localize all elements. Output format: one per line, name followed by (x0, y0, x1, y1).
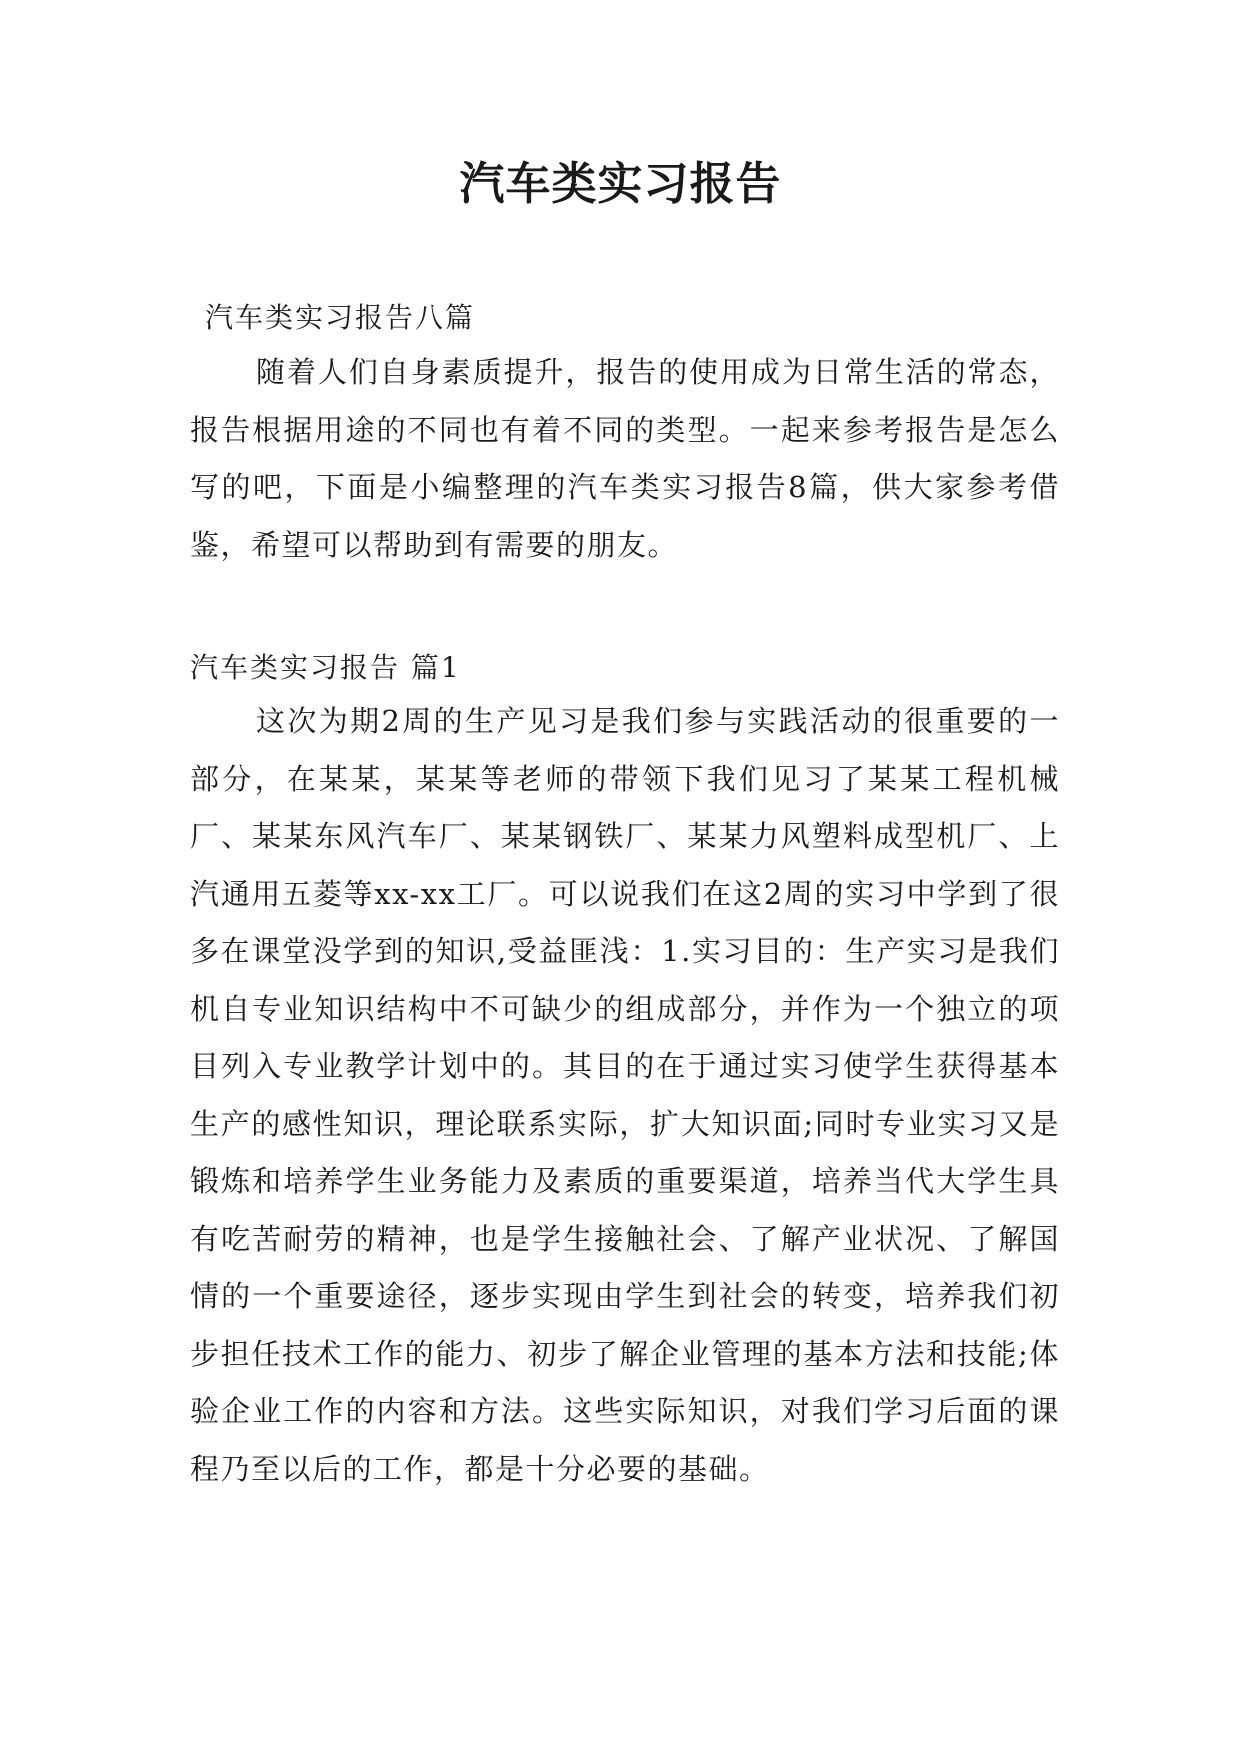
document-subtitle: 汽车类实习报告八篇 (205, 301, 476, 334)
section-body-1: 这次为期2周的生产见习是我们参与实践活动的很重要的一部分，在某某，某某等老师的带领下我们见习了某某工程机械厂、某某东风汽车厂、某某钢铁厂、某某力风塑料成型机厂、上汽通用五菱等xx-xx工厂。可以说我们在这2周的实习中学到了很多在课堂没学到的知识,受益匪浅：1.实习目的：生产实习是我们机自专业知识结构中不可缺少的组成部分，并作为一个独立的项目列入专业教学计划中的。其目的在于通过实习使学生获得基本生产的感性知识，理论联系实际，扩大知识面;同时专业实习又是锻炼和培养学生业务能力及素质的重要渠道，培养当代大学生具有吃苦耐劳的精神，也是学生接触社会、了解产业状况、了解国情的一个重要途径，逐步实现由学生到社会的转变，培养我们初步担任技术工作的能力、初步了解企业管理的基本方法和技能;体验企业工作的内容和方法。这些实际知识，对我们学习后面的课程乃至以后的工作，都是十分必要的基础。 (190, 704, 1060, 1486)
document-title: 汽车类实习报告 (459, 157, 782, 210)
intro-paragraph: 随着人们自身素质提升，报告的使用成为日常生活的常态，报告根据用途的不同也有着不同的类型。一起来参考报告是怎么写的吧，下面是小编整理的汽车类实习报告8篇，供大家参考借鉴，希望可以帮助到有需要的朋友。 (190, 355, 1060, 562)
section-heading-1: 汽车类实习报告 篇1 (190, 651, 461, 684)
